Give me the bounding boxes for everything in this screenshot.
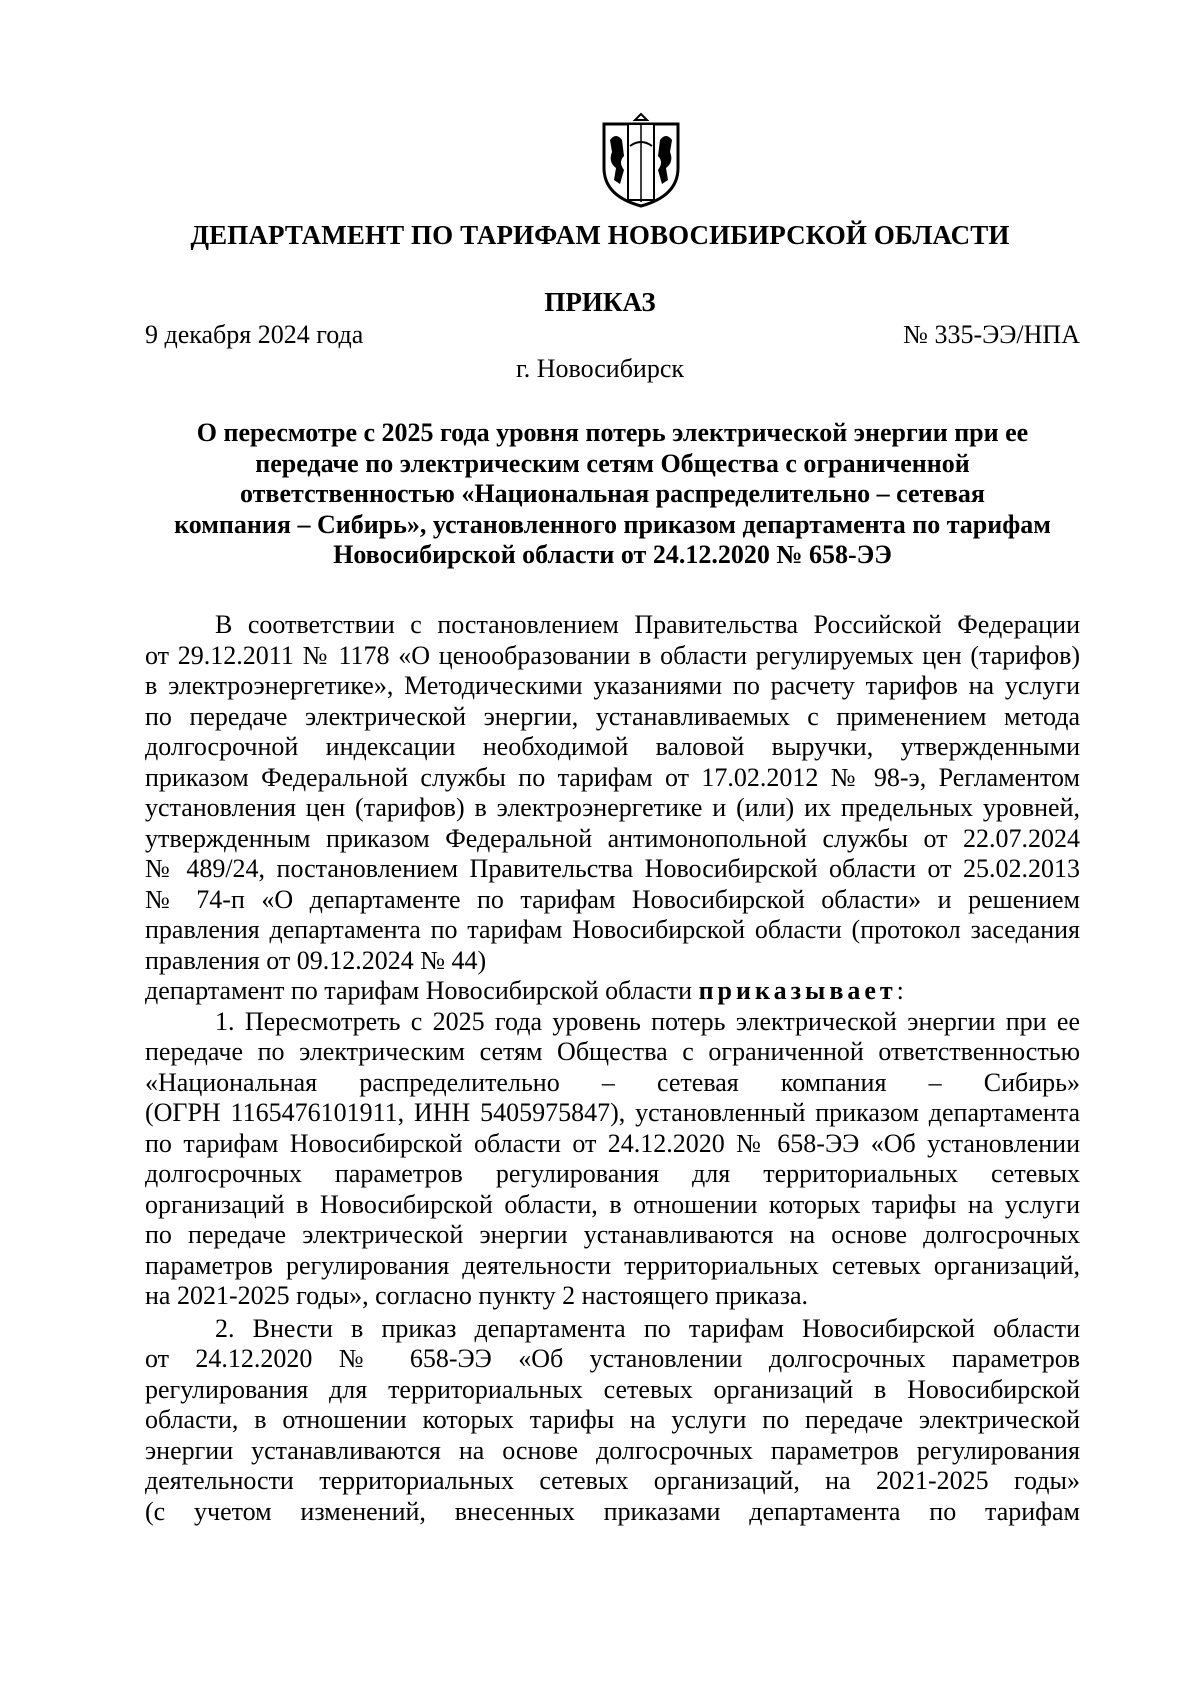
preamble-line: по передаче электрической энергии, устанавливаемых с применением метода (145, 701, 1080, 731)
order-city: г. Новосибирск (515, 354, 685, 383)
item1-line: на 2021-2025 годы», согласно пункту 2 настоящего приказа. (145, 1281, 809, 1310)
item2-line: регулирования для территориальных сетевых организаций в Новосибирской (145, 1374, 1080, 1404)
decree-suffix: : (896, 976, 904, 1005)
preamble-line: приказом Федеральной службы по тарифам от 17.02.2012 № 98-э, Регламентом (145, 762, 1080, 792)
item1-line: параметров регулирования деятельности территориальных сетевых организаций, (145, 1250, 1080, 1280)
preamble-line: правления от 09.12.2024 № 44) (145, 945, 487, 975)
subject-line: передаче по электрическим сетям Общества с ограниченной (255, 448, 970, 478)
item2-line: деятельности территориальных сетевых организаций, на 2021-2025 годы» (145, 1466, 1080, 1495)
coat-of-arms-emblem (598, 110, 684, 210)
decree-prefix: департамент по тарифам Новосибирской области (145, 976, 699, 1005)
item1-line: (ОГРН 1165476101911, ИНН 5405975847), установленный приказом департамента (145, 1098, 1080, 1127)
preamble-line: от 29.12.2011 № 1178 «О ценообразовании в области регулируемых цен (тарифов) (145, 640, 1080, 670)
preamble-line: утвержденным приказом Федеральной антимонопольной службы от 22.07.2024 (145, 823, 1080, 853)
item2-line: от 24.12.2020 № 658-ЭЭ «Об установлении долгосрочных параметров (145, 1344, 1080, 1373)
item1-line: передаче по электрическим сетям Общества с ограниченной ответственностью (145, 1037, 1080, 1066)
item2-line: энергии устанавливаются на основе долгосрочных параметров регулирования (145, 1435, 1080, 1465)
preamble-line: установления цен (тарифов) в электроэнергетике и (или) их предельных уровней, (145, 793, 1080, 822)
preamble-line: правления департамента по тарифам Новосибирской области (протокол заседания (145, 915, 1080, 944)
order-date: 9 декабря 2024 года (145, 320, 364, 349)
decree-line (145, 976, 1080, 1007)
item2-line: области, в отношении которых тарифы на услуги по передаче электрической (145, 1405, 1080, 1434)
preamble-line: № 74-п «О департаменте по тарифам Новосибирской области» и решением (145, 884, 1080, 914)
order-number: № 335-ЭЭ/НПА (903, 320, 1080, 349)
item1-line: «Национальная распределительно – сетевая компания – Сибирь» (145, 1067, 1080, 1097)
item1-line: по тарифам Новосибирской области от 24.12.2020 № 658-ЭЭ «Об установлении (145, 1128, 1080, 1158)
item1-line: 1. Пересмотреть с 2025 года уровень потерь электрической энергии при ее (215, 1006, 1080, 1036)
subject-line: О пересмотре с 2025 года уровня потерь электрической энергии при ее (196, 418, 1029, 447)
item1-line: организаций в Новосибирской области, в отношении которых тарифы на услуги (145, 1189, 1080, 1219)
subject-line: ответственностью «Национальная распределительно – сетевая (240, 479, 985, 508)
decree-word: приказывает (698, 976, 897, 1005)
item1-line: долгосрочных параметров регулирования для территориальных сетевых (145, 1159, 1080, 1188)
item2-line: 2. Внести в приказ департамента по тарифам Новосибирской области (215, 1313, 1080, 1343)
item1-line: по передаче электрической энергии устанавливаются на основе долгосрочных (145, 1220, 1080, 1249)
preamble-line: В соответствии с постановлением Правительства Российской Федерации (215, 610, 1080, 639)
item2-line: (с учетом изменений, внесенных приказами департамента по тарифам (145, 1496, 1080, 1526)
preamble-line: № 489/24, постановлением Правительства Новосибирской области от 25.02.2013 (145, 854, 1080, 883)
department-name: ДЕПАРТАМЕНТ ПО ТАРИФАМ НОВОСИБИРСКОЙ ОБЛАСТИ (190, 220, 1010, 250)
order-body (145, 610, 1080, 1527)
subject-line: Новосибирской области от 24.12.2020 № 658-ЭЭ (333, 540, 892, 569)
preamble-line: в электроэнергетике», Методическими указаниями по расчету тарифов на услуги (145, 671, 1080, 700)
preamble-line: долгосрочной индексации необходимой валовой выручки, утвержденными (145, 732, 1080, 761)
order-subject (145, 418, 1080, 571)
order-title: ПРИКАЗ (544, 287, 656, 317)
subject-line: компания – Сибирь», установленного приказом департамента по тарифам (174, 509, 1051, 539)
